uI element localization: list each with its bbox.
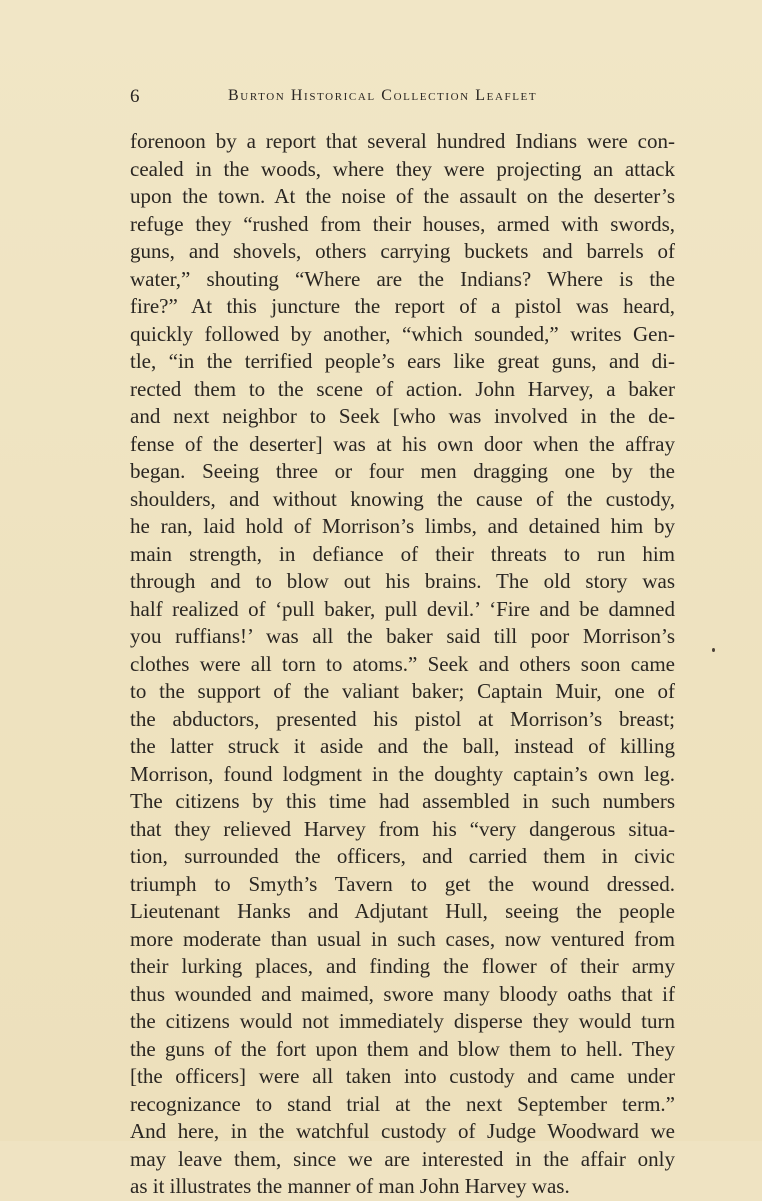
text-line: the latter struck it aside and the ball, instead of killing (130, 734, 675, 758)
text-line: Lieutenant Hanks and Adjutant Hull, seeing the people (130, 899, 675, 923)
text-line: that they relieved Harvey from his “very dangerous situa- (130, 816, 675, 841)
text-line: and next neighbor to Seek [who was involved in the de- (130, 404, 675, 428)
text-line: the abductors, presented his pistol at Morrison’s breast; (130, 706, 675, 731)
text-line: refuge they “rushed from their houses, armed with swords, (130, 211, 675, 236)
text-line: half realized of ‘pull baker, pull devil.’ ‘Fire and be damned (130, 596, 675, 621)
text-line: the guns of the fort upon them and blow them to hell. They (130, 1036, 675, 1061)
ink-speck (712, 648, 715, 652)
text-line: to the support of the valiant baker; Captain Muir, one of (130, 679, 675, 703)
text-line: clothes were all torn to atoms.” Seek and others soon came (130, 651, 675, 676)
text-line: may leave them, since we are interested in the affair only (130, 1146, 675, 1171)
text-line: cealed in the woods, where they were projecting an attack (130, 156, 675, 181)
text-line: through and to blow out his brains. The old story was (130, 569, 675, 593)
text-line: forenoon by a report that several hundred Indians were con- (130, 129, 675, 153)
text-line: main strength, in defiance of their threats to run him (130, 541, 675, 566)
text-line: began. Seeing three or four men dragging one by the (130, 459, 675, 483)
page-header (130, 86, 650, 110)
text-line: their lurking places, and finding the flower of their army (130, 954, 675, 978)
text-line: the citizens would not immediately disperse they would turn (130, 1009, 675, 1033)
text-line: as it illustrates the manner of man John Harvey was. (130, 1174, 570, 1198)
running-head: Burton Historical Collection Leaflet (228, 87, 538, 104)
text-line: rected them to the scene of action. John Harvey, a baker (130, 376, 675, 401)
text-line: The citizens by this time had assembled in such numbers (130, 789, 675, 813)
text-line: thus wounded and maimed, swore many bloody oaths that if (130, 981, 675, 1006)
text-line: guns, and shovels, others carrying buckets and barrels of (130, 239, 675, 263)
text-line: And here, in the watchful custody of Judge Woodward we (130, 1119, 675, 1143)
text-line: fire?” At this juncture the report of a pistol was heard, (130, 294, 675, 318)
text-line: shoulders, and without knowing the cause of the custody, (130, 486, 675, 511)
text-line: [the officers] were all taken into custody and came under (130, 1064, 675, 1088)
text-line: more moderate than usual in such cases, now ventured from (130, 926, 675, 951)
body-text (130, 128, 675, 1201)
text-line: tion, surrounded the officers, and carried them in civic (130, 844, 675, 868)
text-line: quickly followed by another, “which sounded,” writes Gen- (130, 321, 675, 346)
text-line: you ruffians!’ was all the baker said till poor Morrison’s (130, 624, 675, 648)
text-line: water,” shouting “Where are the Indians? Where is the (130, 266, 675, 291)
text-line: he ran, laid hold of Morrison’s limbs, and detained him by (130, 514, 675, 538)
text-line: fense of the deserter] was at his own door when the affray (130, 431, 675, 456)
text-line: recognizance to stand trial at the next September term.” (130, 1091, 675, 1116)
text-line: upon the town. At the noise of the assault on the deserter’s (130, 184, 675, 208)
page-number: 6 (130, 86, 140, 107)
text-line: Morrison, found lodgment in the doughty captain’s own leg. (130, 761, 675, 786)
text-line: triumph to Smyth’s Tavern to get the wound dressed. (130, 871, 675, 896)
text-line: tle, “in the terrified people’s ears like great guns, and di- (130, 349, 675, 373)
